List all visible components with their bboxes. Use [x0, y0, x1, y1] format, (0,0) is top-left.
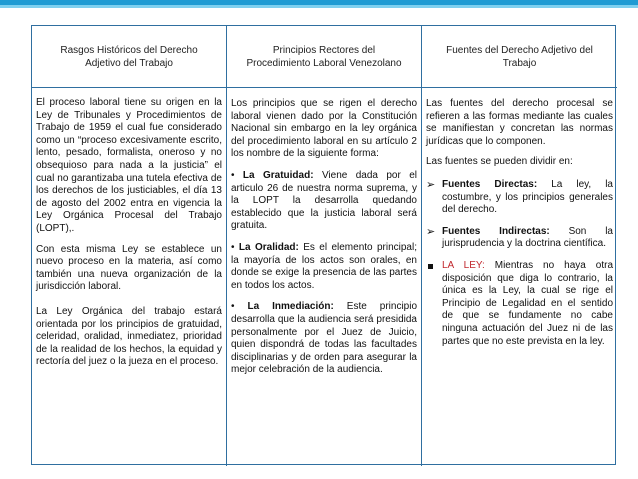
- principle-text: Viene dada por el articulo 26 de nuestra norma suprema, y la LOPT la desarrolla quedando establecido que la justicia laboral será gratuita.: [231, 169, 417, 232]
- square-bullet-icon: [426, 260, 442, 348]
- slide-top-bar-light: [0, 5, 638, 8]
- sources-lead: Las fuentes se pueden dividir en:: [426, 156, 573, 168]
- arrow-bullet-icon: ➢: [426, 225, 436, 238]
- bullet-icon: •: [231, 301, 235, 313]
- column-historical: [32, 88, 227, 466]
- source-term: Fuentes Directas:: [442, 178, 538, 190]
- source-law: [426, 260, 613, 348]
- principle-inmediacion: [231, 301, 417, 377]
- principle-term: La Inmediación:: [247, 301, 334, 313]
- source-text: Son la jurisprudencia y la doctrina científica.: [442, 225, 613, 250]
- law-term: LA LEY:: [442, 259, 485, 271]
- principle-text: Este principio desarrolla que la audiencia será presidida personalmente por el Juez de Juicio, quien dispondrá de todas las facultades disciplinarias y de orden para asegurar la mejor celebración de la audiencia.: [231, 301, 418, 376]
- column-principles: [227, 88, 422, 466]
- principle-oralidad: [231, 242, 417, 292]
- source-term: Fuentes Indirectas:: [442, 225, 550, 237]
- bullet-icon: •: [231, 241, 235, 253]
- header-principles: Principios Rectores del Procedimiento Laboral Venezolano: [227, 26, 422, 88]
- sources-intro: Las fuentes del derecho procesal se refieren a las formas mediante las cuales se manifiestan y concretan las normas jurídicas que lo componen.: [426, 98, 613, 147]
- law-text: Mientras no haya otra disposición que diga lo contrario, la única es la Ley, la cual se rige el Principio de Legalidad en el sentido de que se fundamente no cabe ninguna actuación del Juez ni de las partes que no este prevista en la ley.: [442, 259, 614, 347]
- principle-text: Es el elemento principal; la mayoría de los actos son orales, en donde se exige la presencia de las partes en todos los actos.: [231, 241, 417, 291]
- arrow-bullet-icon: ➢: [426, 178, 436, 191]
- principle-term: La Oralidad:: [238, 241, 299, 253]
- column-sources: [422, 88, 617, 466]
- historical-paragraph-2: Con esta misma Ley se establece un nuevo proceso en la materia, así como también una nueva organización de la jurisdicción laboral.: [36, 243, 222, 293]
- bullet-icon: •: [231, 169, 235, 181]
- header-historical: Rasgos Históricos del Derecho Adjetivo del Trabajo: [32, 26, 227, 88]
- source-direct: [426, 179, 613, 217]
- principle-term: La Gratuidad:: [242, 169, 314, 181]
- source-text: La ley, la costumbre, y los principios generales del derecho.: [442, 178, 613, 216]
- comparison-table: [31, 25, 616, 465]
- header-sources: Fuentes del Derecho Adjetivo del Trabajo: [422, 26, 617, 88]
- source-indirect: [426, 226, 613, 251]
- principle-gratuidad: [231, 170, 417, 233]
- principles-intro: Los principios que se rigen el derecho laboral vienen dado por la Constitución Nacional sin embargo en la ley orgánica del procedimiento laboral en su artículo 2 los nombre de la siguiente forma:: [231, 98, 417, 160]
- historical-paragraph-1: El proceso laboral tiene su origen en la Ley de Tribunales y Procedimientos de Trabajo de 1959 el cual fue considerado como un “proceso excesivamente escrito, lento, pesado, formalista, oneroso y no obsequioso para nada a la justicia” el cual no garantizaba una tutela efectiva de los derechos de los justiciables, el día 13 de agosto del 2002 entra en vigencia la Ley Orgánica Procesal del Trabajo (LOPT),.: [36, 97, 222, 234]
- historical-paragraph-3: La Ley Orgánica del trabajo estará orientada por los principios de gratuidad, celeridad, oralidad, inmediatez, prioridad de la realidad de los hechos, la equidad y rectoría del juez o la jueza en el proceso.: [36, 305, 222, 368]
